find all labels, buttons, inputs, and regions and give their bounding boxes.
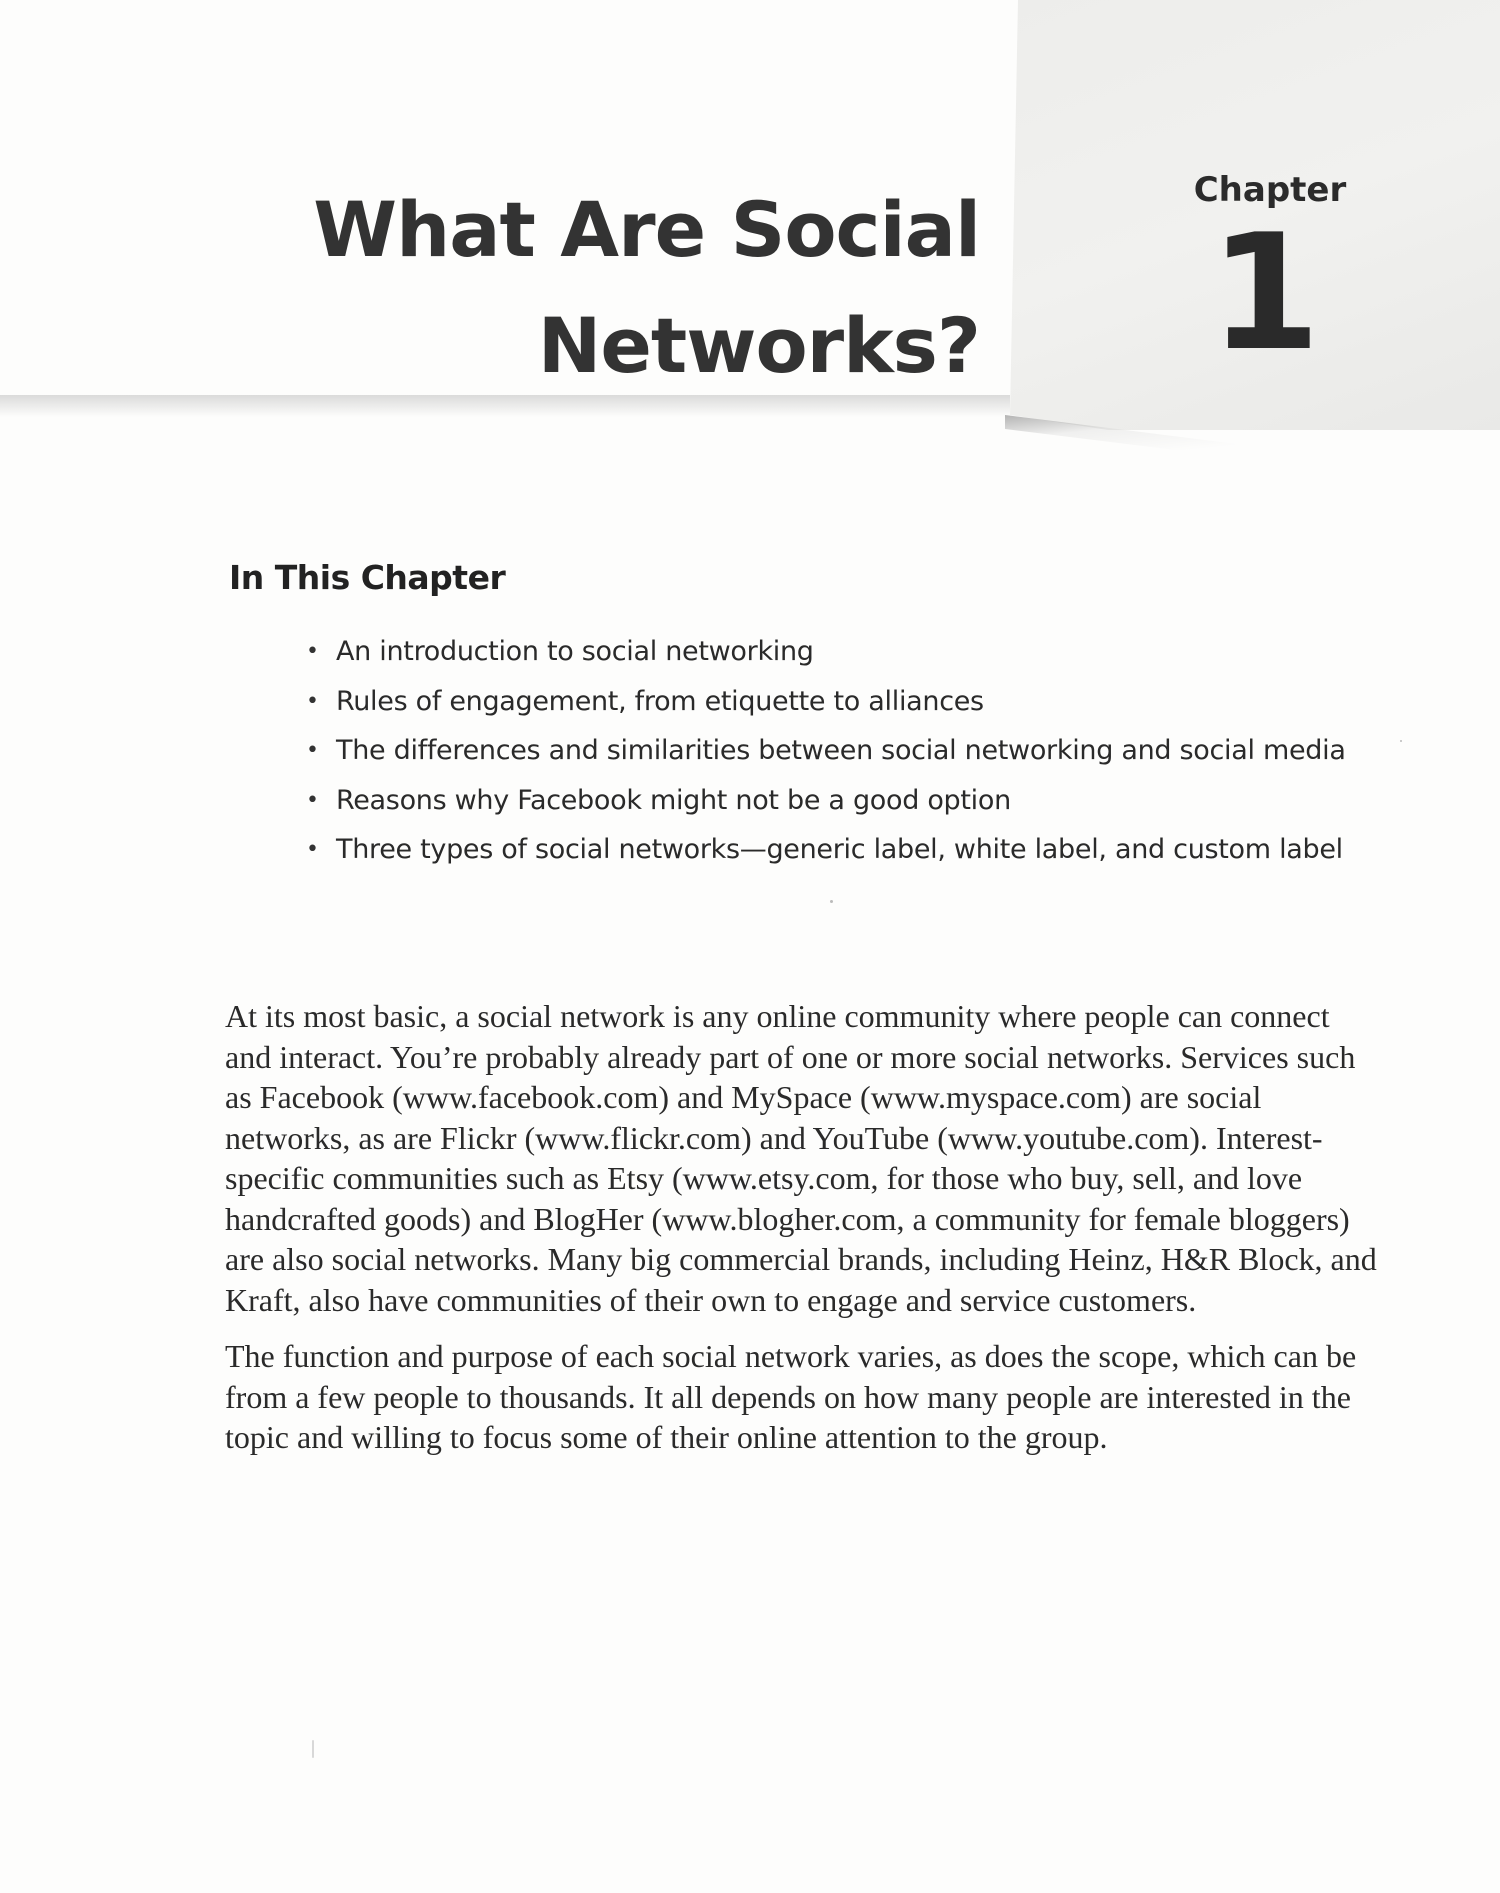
chapter-title-line-1: What Are Social [313, 185, 980, 274]
bullet-icon: • [306, 738, 319, 763]
body-paragraph-2: The function and purpose of each social network varies, as does the scope, which can be from a few people to thousands. It all depends on how many people are interested in the topic and willing to focus some of their online attention to the group. [225, 1338, 1357, 1455]
body-text [225, 996, 1380, 1474]
list-item-text: An introduction to social networking [336, 636, 814, 667]
scan-speck [830, 900, 833, 903]
chapter-title [313, 172, 980, 404]
list-item-text: The differences and similarities between social networking and social media [336, 735, 1346, 766]
list-item [306, 778, 1346, 828]
list-item [306, 679, 1346, 729]
list-item [306, 728, 1346, 778]
list-item-text: Three types of social networks—generic label, white label, and custom label [336, 834, 1343, 865]
list-item-text: Reasons why Facebook might not be a good option [336, 784, 1011, 816]
list-item-text: Rules of engagement, from etiquette to alliances [336, 685, 984, 717]
bullet-icon: • [306, 787, 319, 813]
bullet-icon: • [306, 639, 319, 664]
bullet-icon: • [306, 688, 319, 714]
in-this-chapter-heading: In This Chapter [229, 558, 506, 597]
scan-speck [312, 1740, 314, 1758]
scan-speck [1400, 740, 1402, 742]
list-item [306, 629, 1346, 679]
bullet-icon: • [306, 837, 319, 862]
chapter-title-line-2: Networks? [537, 301, 980, 390]
body-paragraph-1: At its most basic, a social network is any online community where people can connect and interact. You’re probably already part of one or more social networks. Services such as Facebook (www.facebook.com) and MySpace (www.myspace.com) are social networks, as are Flickr (www.flickr.com) and YouTube (www.youtube.com). Interest-specific communities such as Etsy (www.etsy.com, for those who buy, sell, and love handcrafted goods) and BlogHer (www.blogher.com, a community for female bloggers) are also social networks. Many big commercial brands, including Heinz, H&R Block, and Kraft, also have communities of their own to engage and service customers. [225, 998, 1377, 1318]
chapter-number: 1 [1209, 199, 1321, 386]
in-this-chapter-list [306, 629, 1346, 877]
list-item [306, 827, 1346, 877]
chapter-label: Chapter [1193, 170, 1347, 210]
